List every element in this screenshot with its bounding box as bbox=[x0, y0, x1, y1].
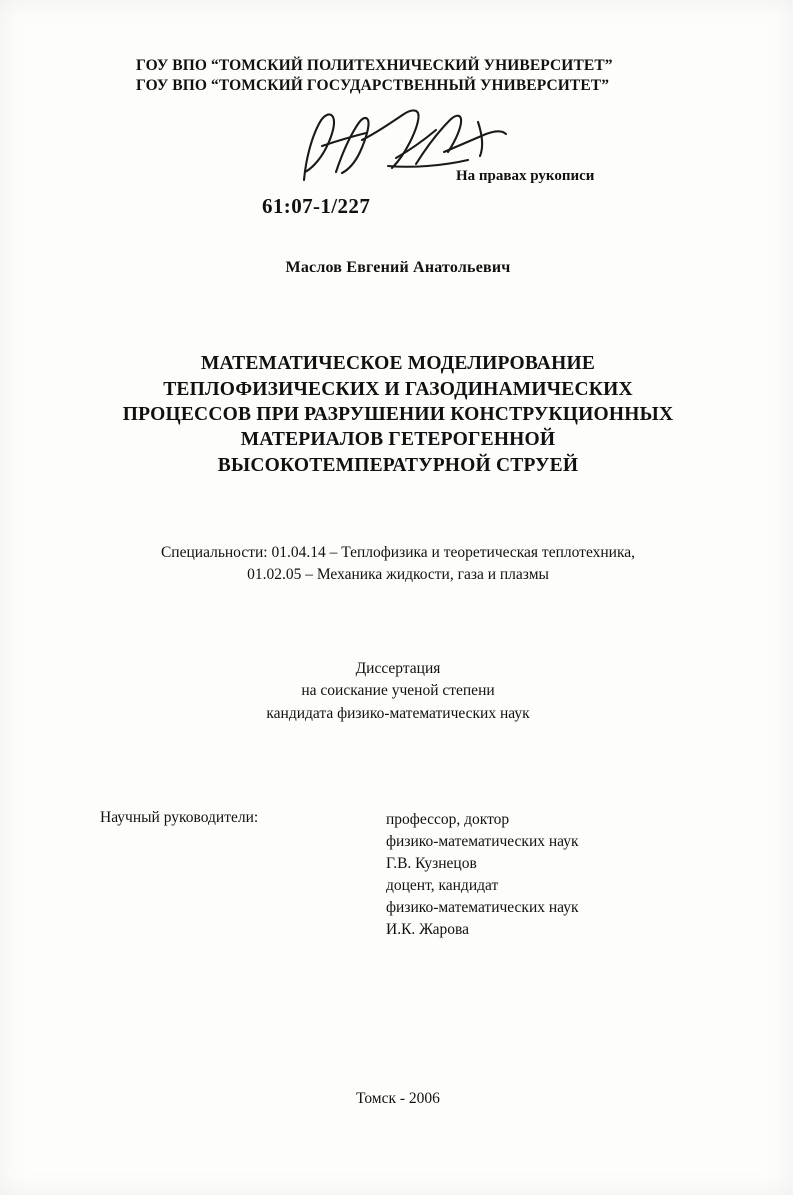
advisor-line-4: доцент, кандидат bbox=[386, 877, 499, 895]
advisor-line-1: профессор, доктор bbox=[386, 811, 510, 829]
organization-line-2: ГОУ ВПО “ТОМСКИЙ ГОСУДАРСТВЕННЫЙ УНИВЕРСИТЕТ” bbox=[136, 77, 610, 95]
advisors-list bbox=[386, 809, 579, 941]
advisor-line-3: Г.В. Кузнецов bbox=[386, 855, 477, 873]
title-line-2: ТЕПЛОФИЗИЧЕСКИХ И ГАЗОДИНАМИЧЕСКИХ bbox=[163, 378, 633, 400]
specialties-block bbox=[96, 542, 700, 586]
author-name: Маслов Евгений Анатольевич bbox=[285, 259, 511, 277]
title-line-3: ПРОЦЕССОВ ПРИ РАЗРУШЕНИИ КОНСТРУКЦИОННЫХ bbox=[122, 403, 674, 425]
specialty-line-1: Специальности: 01.04.14 – Теплофизика и теоретическая теплотехника, bbox=[160, 544, 636, 561]
title-line-1: МАТЕМАТИЧЕСКОЕ МОДЕЛИРОВАНИЕ bbox=[200, 353, 596, 375]
signature-area bbox=[96, 106, 700, 192]
specialty-line-2: 01.02.05 – Механика жидкости, газа и плазмы bbox=[247, 566, 549, 583]
degree-line-1: Диссертация bbox=[355, 660, 441, 677]
advisors-block bbox=[96, 809, 700, 999]
document-title bbox=[96, 351, 700, 478]
city-year: Томск - 2006 bbox=[356, 1090, 440, 1107]
degree-block bbox=[96, 658, 700, 725]
advisor-line-6: И.К. Жарова bbox=[386, 921, 470, 939]
advisors-label: Научный руководители: bbox=[100, 809, 259, 827]
organization-block bbox=[96, 56, 700, 96]
degree-line-3: кандидата физико-математических наук bbox=[266, 704, 530, 722]
title-page-content bbox=[96, 56, 700, 999]
advisor-line-5: физико-математических наук bbox=[386, 899, 579, 917]
organization-line-1: ГОУ ВПО “ТОМСКИЙ ПОЛИТЕХНИЧЕСКИЙ УНИВЕРСИТЕТ” bbox=[136, 57, 613, 74]
title-line-4: МАТЕРИАЛОВ ГЕТЕРОГЕННОЙ bbox=[240, 429, 556, 451]
rights-note: На правах рукописи bbox=[456, 168, 595, 185]
catalog-code: 61:07-1/227 bbox=[262, 194, 371, 219]
title-line-5: ВЫСОКОТЕМПЕРАТУРНОЙ СТРУЕЙ bbox=[217, 454, 579, 476]
degree-line-2: на соискание ученой степени bbox=[301, 682, 495, 700]
advisor-line-2: физико-математических наук bbox=[386, 833, 579, 851]
